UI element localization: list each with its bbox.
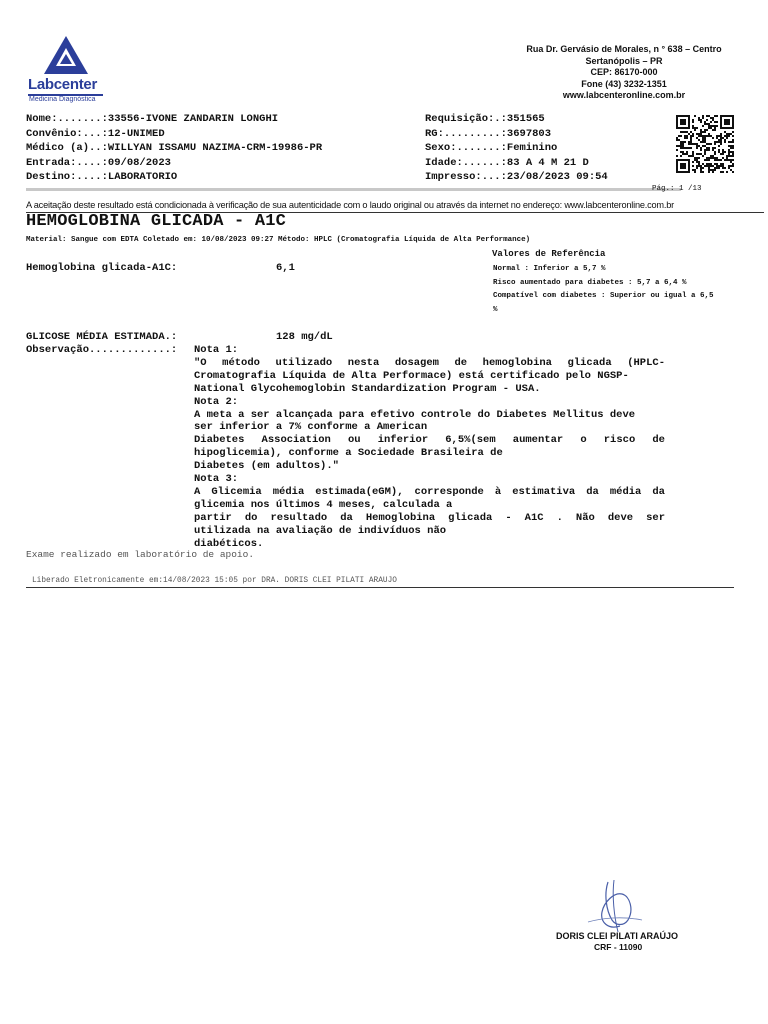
address-line: Fone (43) 3232-1351 [581,78,667,89]
signature-name: DORIS CLEI PILATI ARAÚJO [556,931,679,941]
impresso-value: 23/08/2023 09:54 [506,171,608,183]
observacao-label: Observação.............: [26,344,178,356]
obs-line: Nota 1: [194,344,239,356]
obs-line: Nota 2: [194,395,239,408]
obs-line: National Glycohemoglobin Standardization Program - USA. [194,382,541,395]
sexo-value: Feminino [506,142,558,154]
reference-line: Risco aumentado para diabetes : 5,7 a 6,4 % [493,278,687,287]
address-link[interactable]: www.labcenteronline.com.br [562,90,686,100]
destino-label: Destino:....: [26,171,108,183]
glicose-value: 128 mg/dL [276,331,333,343]
convenio-label: Convênio:...: [26,127,108,140]
reference-line: Compatível com diabetes : Superior ou igual a 6,5 [493,292,714,301]
reference-line: % [493,306,498,315]
obs-line: diabéticos. [194,537,264,550]
requisicao-label: Requisição:.: [425,113,507,125]
impresso-label: Impresso:...: [425,171,507,183]
signature-crf: CRF - 11090 [594,942,643,952]
obs-line: "O método utilizado nesta dosagem de hemoglobina glicada (HPLC- [194,356,665,369]
medico-label: Médico (a)..: [26,142,108,154]
labcenter-logo-mark [26,34,108,82]
requisicao-value: 351565 [506,113,545,125]
result-value: 6,1 [276,262,295,274]
address-line: Rua Dr. Gervásio de Morales, n ° 638 – Centro [526,44,722,54]
nome-label: Nome:.......: [26,113,108,125]
obs-line: hipoglicemia), conforme a Sociedade Brasileira de [194,447,503,460]
entrada-label: Entrada:....: [26,156,108,169]
medico-value: WILLYAN ISSAMU NAZIMA-CRM-19986-PR [107,142,323,154]
patient-info-left [26,112,416,185]
glicose-label: GLICOSE MÉDIA ESTIMADA.: [26,331,178,343]
idade-value: 83 A 4 M 21 D [506,156,589,169]
exam-title: HEMOGLOBINA GLICADA - A1C [26,212,287,231]
rg-value: 3697803 [506,127,552,140]
obs-line: Diabetes (em adultos)." [194,460,339,473]
convenio-value: 12-UNIMED [107,127,165,140]
idade-label: Idade:......: [425,156,507,169]
address-block [500,44,748,102]
address-line: Sertanópolis – PR [585,55,663,66]
reference-list [493,263,758,318]
address-line: CEP: 86170-000 [590,67,658,77]
brand-name: Labcenter [28,76,97,93]
obs-line: glicemia nos últimos 4 meses, calculada a [194,498,453,511]
observacao-text [194,344,665,551]
obs-line: A meta a ser alcançada para efetivo controle do Diabetes Mellitus deve [194,408,636,421]
reference-title: Valores de Referência [492,249,606,259]
footer-divider [26,587,734,588]
page-number: Pág.: 1 /13 [652,185,702,193]
destino-value: LABORATORIO [107,171,178,183]
entrada-value: 09/08/2023 [107,156,171,169]
obs-line: ser inferior a 7% conforme a American [194,421,428,434]
obs-line: partir do resultado da Hemoglobina glicada - A1C . Não deve ser [194,511,665,524]
brand-subtitle: Medicina Diagnóstica [29,96,96,103]
rg-label: RG:.........: [425,127,507,140]
obs-line: Nota 3: [194,473,239,486]
sexo-label: Sexo:.......: [425,142,507,154]
qr-code-icon[interactable] [676,115,734,178]
nome-value: 33556-IVONE ZANDARIN LONGHI [107,113,279,125]
apoio-note: Exame realizado em laboratório de apoio. [26,549,255,560]
labcenter-logo [26,34,108,106]
authenticity-disclaimer: A aceitação deste resultado está condicionada à verificação de sua autenticidade com o laudo original ou através da internet no endereço: www.labcenteronline.com.br [26,200,675,210]
obs-line: Diabetes Association ou inferior 6,5%(sem aumentar o risco de [194,434,665,447]
patient-info-right [425,112,665,185]
result-label: Hemoglobina glicada-A1C: [26,262,178,274]
signature-image [578,876,658,936]
exam-material: Material: Sangue com EDTA Coletado em: 10/08/2023 09:27 Método: HPLC (Cromatografia Líquida de Alta Performance) [26,236,531,244]
obs-line: utilizada na avaliação de indivíduos não [194,524,447,537]
obs-line: Cromatografia Líquida de Alta Performace) está certificado pelo NGSP- [194,369,629,382]
reference-line: Normal : Inferior a 5,7 % [493,265,606,273]
header-divider [26,188,681,191]
obs-line: A Glicemia média estimada(eGM), corresponde à estimativa da média da [194,485,665,498]
liberado-note: Liberado Eletronicamente em:14/08/2023 15:05 por DRA. DORIS CLEI PILATI ARAUJO [32,577,397,585]
